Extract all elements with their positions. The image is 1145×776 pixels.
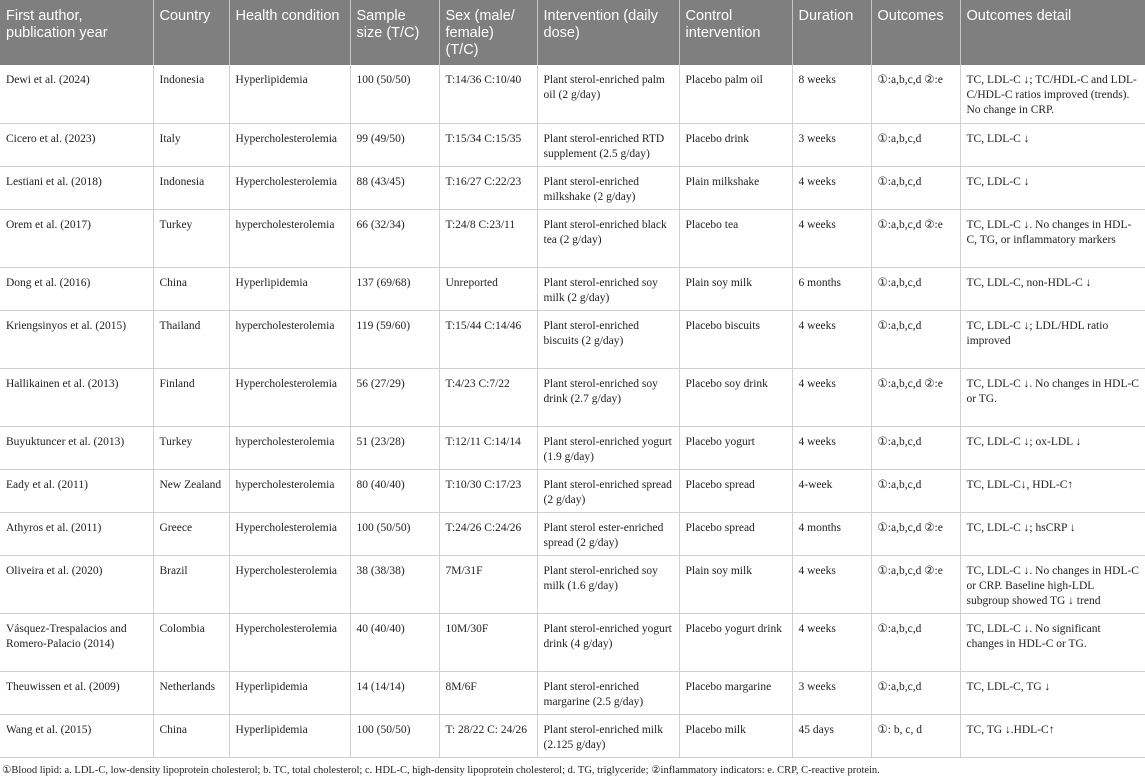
- table-cell: TC, LDL-C ↓: [960, 166, 1145, 209]
- table-cell: 66 (32/34): [350, 209, 439, 267]
- table-cell: Hypercholesterolemia: [229, 123, 350, 166]
- table-cell: 88 (43/45): [350, 166, 439, 209]
- table-cell: Placebo yogurt: [679, 426, 792, 469]
- table-cell: Eady et al. (2011): [0, 469, 153, 512]
- table-cell: Placebo soy drink: [679, 368, 792, 426]
- table-cell: Placebo tea: [679, 209, 792, 267]
- table-cell: TC, LDL-C ↓. No changes in HDL-C or TG.: [960, 368, 1145, 426]
- table-cell: 4 weeks: [792, 166, 871, 209]
- table-cell: Kriengsinyos et al. (2015): [0, 310, 153, 368]
- table-cell: 38 (38/38): [350, 555, 439, 613]
- table-cell: 4 weeks: [792, 368, 871, 426]
- table-cell: Placebo palm oil: [679, 65, 792, 123]
- table-cell: Placebo milk: [679, 714, 792, 757]
- table-cell: Hypercholesterolemia: [229, 613, 350, 671]
- table-cell: 4 months: [792, 512, 871, 555]
- table-row: [0, 123, 1145, 166]
- table-cell: Plant sterol-enriched palm oil (2 g/day): [537, 65, 679, 123]
- table-cell: 4 weeks: [792, 426, 871, 469]
- header-cell: Sample size (T/C): [350, 0, 439, 65]
- table-cell: Colombia: [153, 613, 229, 671]
- table-cell: T:15/34 C:15/35: [439, 123, 537, 166]
- table-cell: T:24/8 C:23/11: [439, 209, 537, 267]
- table-row: [0, 555, 1145, 613]
- table-cell: Finland: [153, 368, 229, 426]
- table-cell: T:10/30 C:17/23: [439, 469, 537, 512]
- table-cell: T:24/26 C:24/26: [439, 512, 537, 555]
- table-cell: 45 days: [792, 714, 871, 757]
- table-cell: Dewi et al. (2024): [0, 65, 153, 123]
- table-cell: T:4/23 C:7/22: [439, 368, 537, 426]
- table-cell: TC, LDL-C ↓; LDL/HDL ratio improved: [960, 310, 1145, 368]
- table-cell: 8M/6F: [439, 671, 537, 714]
- table-cell: Greece: [153, 512, 229, 555]
- table-cell: 100 (50/50): [350, 512, 439, 555]
- table-cell: Turkey: [153, 209, 229, 267]
- table-cell: T:12/11 C:14/14: [439, 426, 537, 469]
- table-cell: Plant sterol-enriched yogurt drink (4 g/day): [537, 613, 679, 671]
- table-cell: Italy: [153, 123, 229, 166]
- table-cell: Wang et al. (2015): [0, 714, 153, 757]
- table-cell: ①:a,b,c,d: [871, 671, 960, 714]
- table-cell: TC, LDL-C ↓: [960, 123, 1145, 166]
- table-cell: Plant sterol-enriched yogurt (1.9 g/day): [537, 426, 679, 469]
- table-cell: Placebo yogurt drink: [679, 613, 792, 671]
- table-cell: Plant sterol-enriched spread (2 g/day): [537, 469, 679, 512]
- table-row: [0, 368, 1145, 426]
- table-row: [0, 166, 1145, 209]
- table-cell: ①:a,b,c,d ②:e: [871, 65, 960, 123]
- table-cell: Netherlands: [153, 671, 229, 714]
- header-cell: Health condition: [229, 0, 350, 65]
- table-cell: Lestiani et al. (2018): [0, 166, 153, 209]
- table-cell: T: 28/22 C: 24/26: [439, 714, 537, 757]
- table-cell: 4-week: [792, 469, 871, 512]
- table-cell: ①:a,b,c,d: [871, 267, 960, 310]
- table-cell: China: [153, 714, 229, 757]
- table-cell: TC, TG ↓.HDL-C↑: [960, 714, 1145, 757]
- table-cell: TC, LDL-C↓, HDL-C↑: [960, 469, 1145, 512]
- table-cell: ①: b, c, d: [871, 714, 960, 757]
- table-row: [0, 512, 1145, 555]
- table-cell: Plain milkshake: [679, 166, 792, 209]
- table-cell: Athyros et al. (2011): [0, 512, 153, 555]
- table-cell: T:14/36 C:10/40: [439, 65, 537, 123]
- table-cell: Plain soy milk: [679, 267, 792, 310]
- table-cell: Placebo biscuits: [679, 310, 792, 368]
- table-cell: TC, LDL-C ↓; hsCRP ↓: [960, 512, 1145, 555]
- table-cell: Indonesia: [153, 65, 229, 123]
- table-cell: ①:a,b,c,d: [871, 426, 960, 469]
- table-row: [0, 209, 1145, 267]
- table-cell: Plant sterol-enriched soy drink (2.7 g/day): [537, 368, 679, 426]
- table-cell: 7M/31F: [439, 555, 537, 613]
- table-row: [0, 310, 1145, 368]
- table-cell: Hyperlipidemia: [229, 65, 350, 123]
- table-cell: Placebo spread: [679, 469, 792, 512]
- table-body: [0, 65, 1145, 757]
- table-cell: ①:a,b,c,d: [871, 469, 960, 512]
- table-cell: Hyperlipidemia: [229, 267, 350, 310]
- table-cell: 99 (49/50): [350, 123, 439, 166]
- table-cell: 3 weeks: [792, 123, 871, 166]
- table-cell: 3 weeks: [792, 671, 871, 714]
- header-cell: Outcomes: [871, 0, 960, 65]
- table-row: [0, 426, 1145, 469]
- table-row: [0, 613, 1145, 671]
- table-cell: ①:a,b,c,d ②:e: [871, 368, 960, 426]
- table-cell: ①:a,b,c,d ②:e: [871, 512, 960, 555]
- table-cell: Plant sterol-enriched milkshake (2 g/day): [537, 166, 679, 209]
- table-cell: ①:a,b,c,d: [871, 123, 960, 166]
- header-cell: Control intervention: [679, 0, 792, 65]
- table-cell: hypercholesterolemia: [229, 426, 350, 469]
- table-cell: 80 (40/40): [350, 469, 439, 512]
- table-cell: 4 weeks: [792, 310, 871, 368]
- table-cell: China: [153, 267, 229, 310]
- header-cell: Sex (male/ female) (T/C): [439, 0, 537, 65]
- table-cell: Oliveira et al. (2020): [0, 555, 153, 613]
- table-cell: Plant sterol-enriched black tea (2 g/day): [537, 209, 679, 267]
- table-cell: Hallikainen et al. (2013): [0, 368, 153, 426]
- table-cell: 56 (27/29): [350, 368, 439, 426]
- table-cell: Plant sterol-enriched soy milk (2 g/day): [537, 267, 679, 310]
- table-cell: Plant sterol-enriched biscuits (2 g/day): [537, 310, 679, 368]
- table-cell: Placebo margarine: [679, 671, 792, 714]
- table-cell: ①:a,b,c,d: [871, 613, 960, 671]
- table-cell: Thailand: [153, 310, 229, 368]
- table-footnote: ①Blood lipid: a. LDL-C, low-density lipoprotein cholesterol; b. TC, total cholesterol; c. HDL-C, high-density lipoprotein cholesterol; d. TG, triglyceride; ②inflammatory indicators: e. CRP, C-reactive protein.: [2, 764, 880, 776]
- header-cell: First author, publication year: [0, 0, 153, 65]
- table-cell: ①:a,b,c,d ②:e: [871, 209, 960, 267]
- table-cell: ①:a,b,c,d: [871, 166, 960, 209]
- table-row: [0, 469, 1145, 512]
- table-cell: Orem et al. (2017): [0, 209, 153, 267]
- table-cell: 4 weeks: [792, 209, 871, 267]
- table-row: [0, 714, 1145, 757]
- table-cell: 6 months: [792, 267, 871, 310]
- table-cell: Placebo spread: [679, 512, 792, 555]
- table-cell: TC, LDL-C, TG ↓: [960, 671, 1145, 714]
- table-cell: 4 weeks: [792, 555, 871, 613]
- table-cell: Brazil: [153, 555, 229, 613]
- table-cell: ①:a,b,c,d ②:e: [871, 555, 960, 613]
- table-cell: TC, LDL-C, non-HDL-C ↓: [960, 267, 1145, 310]
- table-cell: Hyperlipidemia: [229, 714, 350, 757]
- table-row: [0, 267, 1145, 310]
- table-cell: Hypercholesterolemia: [229, 166, 350, 209]
- table-cell: Plant sterol-enriched milk (2.125 g/day): [537, 714, 679, 757]
- table-row: [0, 671, 1145, 714]
- table-cell: Plant sterol ester-enriched spread (2 g/day): [537, 512, 679, 555]
- table-cell: hypercholesterolemia: [229, 209, 350, 267]
- header-cell: Duration: [792, 0, 871, 65]
- table-cell: Plant sterol-enriched margarine (2.5 g/day): [537, 671, 679, 714]
- table-cell: Buyuktuncer et al. (2013): [0, 426, 153, 469]
- table-cell: Theuwissen et al. (2009): [0, 671, 153, 714]
- table-cell: TC, LDL-C ↓. No changes in HDL-C, TG, or inflammatory markers: [960, 209, 1145, 267]
- table-cell: T:15/44 C:14/46: [439, 310, 537, 368]
- table-cell: 40 (40/40): [350, 613, 439, 671]
- table-cell: hypercholesterolemia: [229, 310, 350, 368]
- table-cell: Hyperlipidemia: [229, 671, 350, 714]
- table-cell: TC, LDL-C ↓; TC/HDL-C and LDL-C/HDL-C ratios improved (trends). No change in CRP.: [960, 65, 1145, 123]
- table-cell: Indonesia: [153, 166, 229, 209]
- table-cell: 4 weeks: [792, 613, 871, 671]
- table-cell: Plant sterol-enriched RTD supplement (2.5 g/day): [537, 123, 679, 166]
- table-cell: 8 weeks: [792, 65, 871, 123]
- table-cell: Placebo drink: [679, 123, 792, 166]
- table-cell: T:16/27 C:22/23: [439, 166, 537, 209]
- header-cell: Country: [153, 0, 229, 65]
- table-cell: 14 (14/14): [350, 671, 439, 714]
- table-cell: 100 (50/50): [350, 65, 439, 123]
- table-cell: 10M/30F: [439, 613, 537, 671]
- table-cell: 51 (23/28): [350, 426, 439, 469]
- table-cell: Hypercholesterolemia: [229, 555, 350, 613]
- header-row: [0, 0, 1145, 65]
- table-cell: Vásquez-Trespalacios and Romero-Palacio (2014): [0, 613, 153, 671]
- table-cell: 119 (59/60): [350, 310, 439, 368]
- table-cell: Cicero et al. (2023): [0, 123, 153, 166]
- header-cell: Outcomes detail: [960, 0, 1145, 65]
- table-cell: hypercholesterolemia: [229, 469, 350, 512]
- table-cell: TC, LDL-C ↓. No significant changes in HDL-C or TG.: [960, 613, 1145, 671]
- table-cell: Unreported: [439, 267, 537, 310]
- header-cell: Intervention (daily dose): [537, 0, 679, 65]
- table-cell: TC, LDL-C ↓; ox-LDL ↓: [960, 426, 1145, 469]
- table-cell: New Zealand: [153, 469, 229, 512]
- table-cell: 137 (69/68): [350, 267, 439, 310]
- table-cell: Hypercholesterolemia: [229, 368, 350, 426]
- table-cell: Hypercholesterolemia: [229, 512, 350, 555]
- table-cell: ①:a,b,c,d: [871, 310, 960, 368]
- table-cell: Turkey: [153, 426, 229, 469]
- table-cell: Plain soy milk: [679, 555, 792, 613]
- table-cell: TC, LDL-C ↓. No changes in HDL-C or CRP. Baseline high-LDL subgroup showed TG ↓ trend: [960, 555, 1145, 613]
- table-row: [0, 65, 1145, 123]
- table-cell: Plant sterol-enriched soy milk (1.6 g/day): [537, 555, 679, 613]
- table-cell: 100 (50/50): [350, 714, 439, 757]
- table-cell: Dong et al. (2016): [0, 267, 153, 310]
